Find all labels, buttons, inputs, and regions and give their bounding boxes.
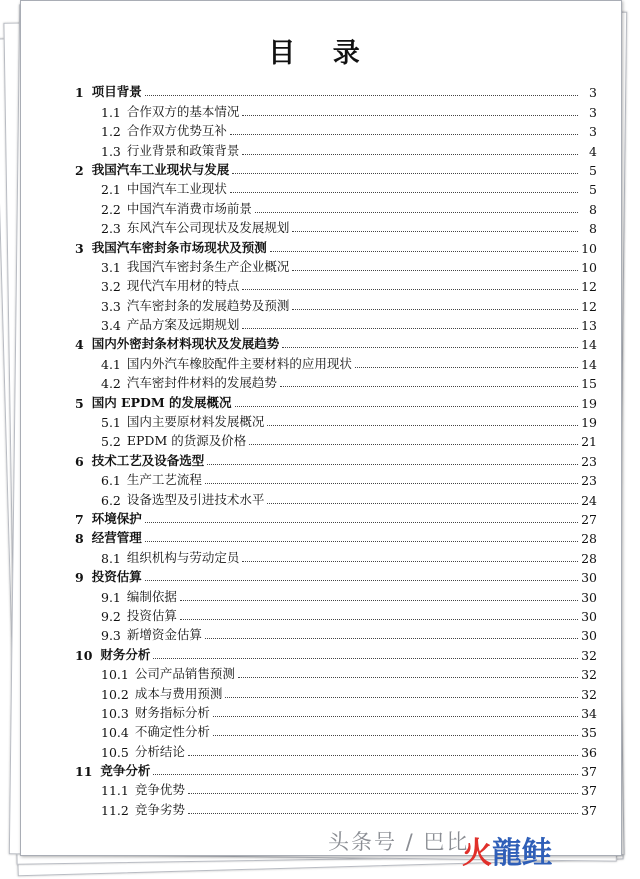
entry-page-number: 12	[581, 298, 597, 314]
entry-title: 财务分析	[100, 646, 151, 662]
toc-section-entry	[75, 663, 597, 682]
toc-section-entry	[75, 275, 597, 294]
entry-title: 成本与费用预测	[134, 685, 223, 701]
toc-section-entry	[75, 585, 597, 604]
toc-section-entry	[75, 624, 597, 643]
dot-leader	[242, 288, 578, 290]
entry-title: 设备选型及引进技术水平	[126, 491, 265, 507]
toc-chapter-entry	[75, 81, 597, 100]
entry-page-number: 34	[581, 705, 597, 721]
entry-title: 公司产品销售预测	[134, 666, 235, 682]
dot-leader	[292, 230, 578, 232]
entry-title: 项目背景	[91, 84, 142, 100]
entry-number: 9.2	[101, 608, 121, 624]
watermark-logo	[462, 828, 552, 872]
entry-page-number: 23	[581, 453, 597, 469]
entry-title: 我国汽车密封条生产企业概况	[126, 258, 290, 274]
toc-chapter-entry	[75, 333, 597, 352]
dot-leader	[188, 754, 578, 756]
logo-part-b: 龍鲑	[492, 836, 552, 871]
toc-page	[20, 0, 622, 856]
toc-chapter-entry	[75, 527, 597, 546]
entry-number: 11.2	[101, 802, 129, 818]
entry-title: 财务指标分析	[134, 704, 210, 720]
entry-title: 中国汽车消费市场前景	[126, 200, 252, 216]
entry-page-number: 8	[589, 201, 597, 217]
toc-section-entry	[75, 139, 597, 158]
entry-number: 1.1	[101, 104, 121, 120]
entry-title: 投资估算	[126, 607, 177, 623]
entry-title: 竞争优势	[134, 782, 185, 798]
entry-number: 8	[75, 531, 84, 547]
toc-section-entry	[75, 702, 597, 721]
entry-number: 3.2	[101, 279, 121, 295]
entry-page-number: 32	[581, 686, 597, 702]
toc-section-entry	[75, 546, 597, 565]
toc-section-entry	[75, 798, 597, 817]
toc-chapter-entry	[75, 236, 597, 255]
dot-leader	[267, 424, 578, 426]
entry-page-number: 4	[589, 143, 597, 159]
dot-leader	[242, 153, 578, 155]
dot-leader	[267, 502, 578, 504]
entry-number: 7	[75, 511, 84, 527]
entry-number: 4.1	[101, 356, 121, 372]
entry-title: 国内外密封条材料现状及发展趋势	[91, 336, 280, 352]
toc-chapter-entry	[75, 566, 597, 585]
entry-number: 1.2	[101, 124, 121, 140]
dot-leader	[188, 812, 578, 814]
entry-number: 5.2	[101, 434, 121, 450]
toc-section-entry	[75, 294, 597, 313]
dot-leader	[255, 211, 578, 213]
toc-section-entry	[75, 178, 597, 197]
entry-number: 6	[75, 453, 84, 469]
entry-page-number: 27	[581, 511, 597, 527]
toc-section-entry	[75, 779, 597, 798]
toc-chapter-entry	[75, 159, 597, 178]
entry-number: 10	[75, 647, 93, 663]
entry-number: 11	[75, 764, 93, 780]
entry-page-number: 5	[589, 182, 597, 198]
entry-page-number: 28	[581, 550, 597, 566]
entry-title: 组织机构与劳动定员	[126, 549, 240, 565]
toc-section-entry	[75, 469, 597, 488]
entry-page-number: 3	[589, 85, 597, 101]
toc-section-entry	[75, 100, 597, 119]
entry-number: 1	[75, 85, 84, 101]
entry-title: 编制依据	[126, 588, 177, 604]
dot-leader	[280, 385, 578, 387]
entry-page-number: 8	[589, 221, 597, 237]
entry-number: 3.1	[101, 259, 121, 275]
toc-section-entry	[75, 197, 597, 216]
entry-page-number: 10	[581, 240, 597, 256]
entry-page-number: 19	[581, 415, 597, 431]
entry-page-number: 21	[581, 434, 597, 450]
entry-page-number: 32	[581, 667, 597, 683]
entry-number: 10.3	[101, 705, 129, 721]
dot-leader	[207, 463, 578, 465]
dot-leader	[292, 308, 578, 310]
entry-title: 国内 EPDM 的发展概况	[91, 394, 232, 410]
table-of-contents	[75, 81, 597, 818]
toc-section-entry	[75, 488, 597, 507]
dot-leader	[153, 657, 578, 659]
dot-leader	[355, 366, 578, 368]
dot-leader	[235, 405, 578, 407]
entry-title: 竞争劣势	[134, 801, 185, 817]
dot-leader	[145, 521, 578, 523]
dot-leader	[213, 715, 578, 717]
dot-leader	[205, 482, 578, 484]
entry-number: 8.1	[101, 550, 121, 566]
toc-section-entry	[75, 605, 597, 624]
entry-page-number: 24	[581, 492, 597, 508]
entry-title: 汽车密封条的发展趋势及预测	[126, 297, 290, 313]
entry-number: 2.3	[101, 221, 121, 237]
dot-leader	[242, 560, 578, 562]
dot-leader	[225, 696, 578, 698]
toc-section-entry	[75, 352, 597, 371]
entry-title: 合作双方优势互补	[126, 123, 227, 139]
toc-section-entry	[75, 411, 597, 430]
toc-chapter-entry	[75, 449, 597, 468]
dot-leader	[145, 540, 578, 542]
entry-page-number: 23	[581, 473, 597, 489]
dot-leader	[145, 94, 578, 96]
dot-leader	[230, 191, 578, 193]
entry-title: 行业背景和政策背景	[126, 142, 240, 158]
entry-number: 2.1	[101, 182, 121, 198]
entry-page-number: 36	[581, 744, 597, 760]
dot-leader	[242, 327, 578, 329]
dot-leader	[145, 579, 578, 581]
entry-page-number: 37	[581, 764, 597, 780]
toc-section-entry	[75, 682, 597, 701]
entry-number: 4	[75, 337, 84, 353]
entry-page-number: 14	[581, 337, 597, 353]
dot-leader	[282, 346, 578, 348]
dot-leader	[188, 792, 578, 794]
entry-number: 10.2	[101, 686, 129, 702]
entry-page-number: 3	[589, 104, 597, 120]
dot-leader	[230, 133, 578, 135]
dot-leader	[292, 269, 578, 271]
page-title: 目 录	[268, 38, 374, 69]
entry-title: 我国汽车密封条市场现状及预测	[91, 239, 267, 255]
toc-section-entry	[75, 256, 597, 275]
entry-number: 3.4	[101, 318, 121, 334]
entry-page-number: 37	[581, 802, 597, 818]
toc-section-entry	[75, 430, 597, 449]
entry-page-number: 12	[581, 279, 597, 295]
entry-page-number: 28	[581, 531, 597, 547]
entry-title: 竞争分析	[100, 763, 151, 779]
dot-leader	[180, 599, 578, 601]
entry-page-number: 30	[581, 589, 597, 605]
entry-number: 10.5	[101, 744, 129, 760]
dot-leader	[205, 637, 578, 639]
entry-number: 2	[75, 162, 84, 178]
toc-section-entry	[75, 721, 597, 740]
entry-title: 现代汽车用材的特点	[126, 278, 240, 294]
entry-number: 5.1	[101, 415, 121, 431]
dot-leader	[270, 250, 578, 252]
dot-leader	[249, 443, 578, 445]
entry-title: 经营管理	[91, 530, 142, 546]
entry-title: 环境保护	[91, 510, 142, 526]
toc-section-entry	[75, 314, 597, 333]
dot-leader	[232, 172, 578, 174]
toc-chapter-entry	[75, 508, 597, 527]
entry-title: 生产工艺流程	[126, 472, 202, 488]
entry-page-number: 3	[589, 124, 597, 140]
toc-chapter-entry	[75, 643, 597, 662]
entry-page-number: 13	[581, 318, 597, 334]
entry-page-number: 32	[581, 647, 597, 663]
toc-section-entry	[75, 740, 597, 759]
toc-section-entry	[75, 120, 597, 139]
entry-title: 我国汽车工业现状与发展	[91, 161, 230, 177]
entry-number: 10.1	[101, 667, 129, 683]
entry-title: 技术工艺及设备选型	[91, 452, 205, 468]
entry-title: 投资估算	[91, 569, 142, 585]
entry-page-number: 30	[581, 628, 597, 644]
entry-page-number: 37	[581, 783, 597, 799]
entry-number: 9.3	[101, 628, 121, 644]
entry-title: 汽车密封件材料的发展趋势	[126, 375, 277, 391]
entry-number: 6.2	[101, 492, 121, 508]
entry-title: EPDM 的货源及价格	[126, 433, 247, 449]
entry-number: 11.1	[101, 783, 129, 799]
entry-title: 国内主要原材料发展概况	[126, 414, 265, 430]
entry-number: 6.1	[101, 473, 121, 489]
dot-leader	[153, 773, 578, 775]
entry-title: 新增资金估算	[126, 627, 202, 643]
entry-title: 中国汽车工业现状	[126, 181, 227, 197]
watermark-text: 头条号 / 巴比	[328, 830, 470, 854]
toc-section-entry	[75, 217, 597, 236]
entry-number: 3	[75, 240, 84, 256]
toc-chapter-entry	[75, 760, 597, 779]
dot-leader	[238, 676, 578, 678]
entry-number: 3.3	[101, 298, 121, 314]
entry-page-number: 15	[581, 376, 597, 392]
entry-number: 9	[75, 570, 84, 586]
logo-part-a: 火	[462, 836, 492, 871]
entry-page-number: 30	[581, 570, 597, 586]
entry-number: 9.1	[101, 589, 121, 605]
entry-page-number: 35	[581, 725, 597, 741]
entry-title: 产品方案及远期规划	[126, 317, 240, 333]
entry-title: 合作双方的基本情况	[126, 103, 240, 119]
entry-number: 4.2	[101, 376, 121, 392]
entry-title: 不确定性分析	[134, 724, 210, 740]
dot-leader	[242, 114, 578, 116]
entry-title: 分析结论	[134, 743, 185, 759]
toc-chapter-entry	[75, 391, 597, 410]
entry-number: 1.3	[101, 143, 121, 159]
toc-section-entry	[75, 372, 597, 391]
entry-number: 5	[75, 395, 84, 411]
entry-title: 国内外汽车橡胶配件主要材料的应用现状	[126, 355, 352, 371]
entry-page-number: 30	[581, 608, 597, 624]
entry-number: 10.4	[101, 725, 129, 741]
entry-page-number: 14	[581, 356, 597, 372]
entry-number: 2.2	[101, 201, 121, 217]
dot-leader	[180, 618, 578, 620]
dot-leader	[213, 734, 578, 736]
entry-title: 东风汽车公司现状及发展规划	[126, 220, 290, 236]
entry-page-number: 19	[581, 395, 597, 411]
entry-page-number: 10	[581, 259, 597, 275]
entry-page-number: 5	[589, 162, 597, 178]
